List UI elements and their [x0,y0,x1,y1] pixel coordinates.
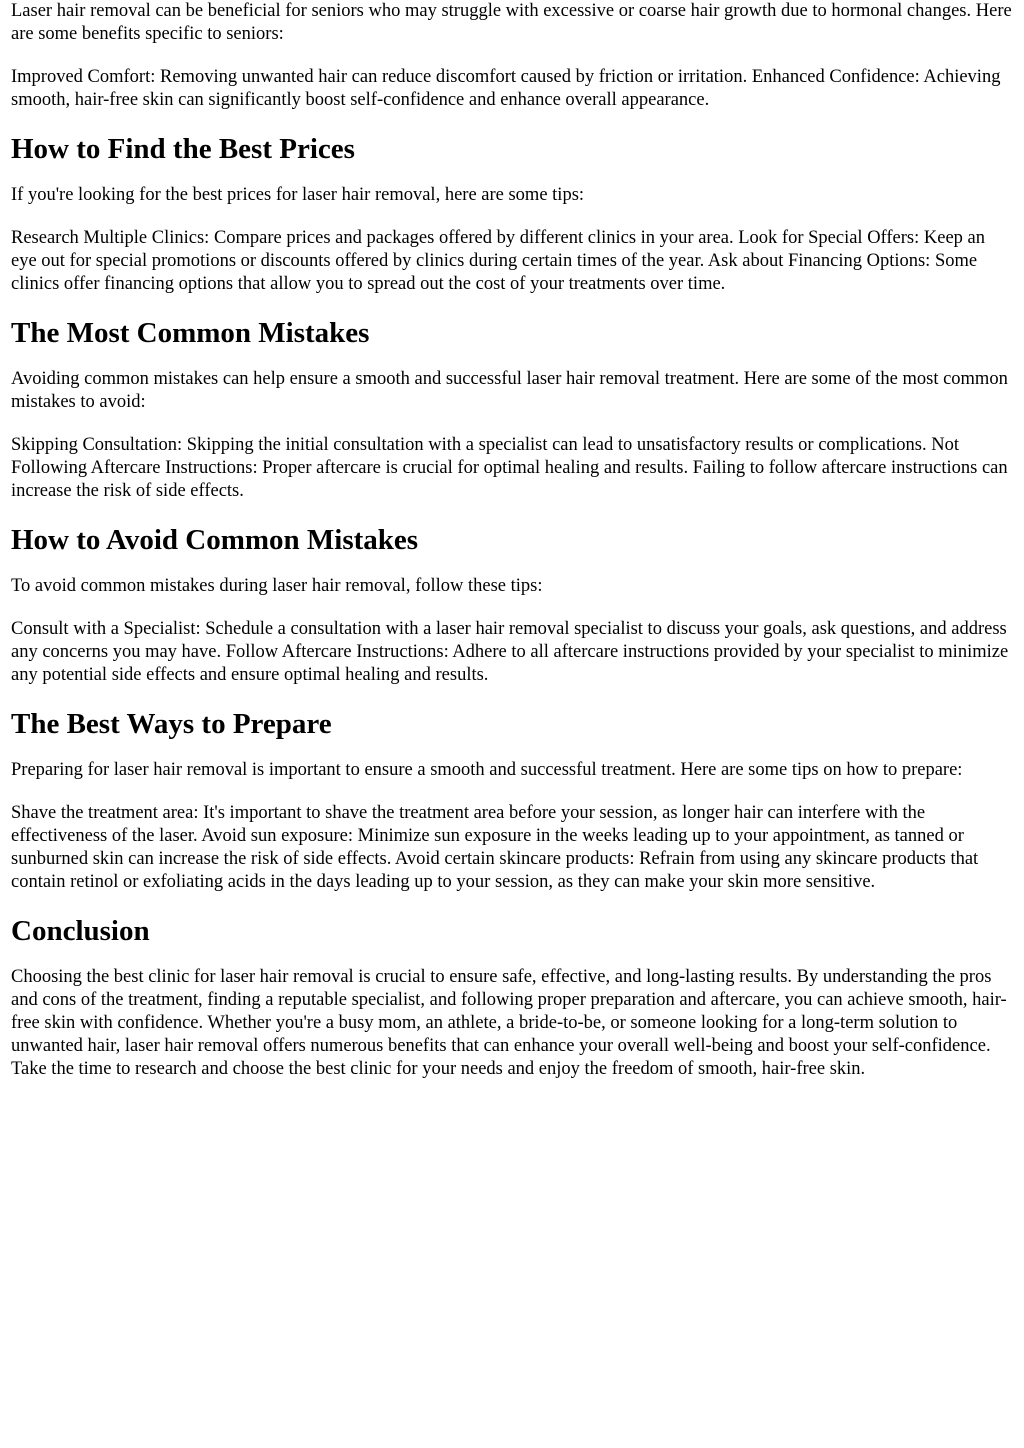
prepare-tips-paragraph: Shave the treatment area: It's important to shave the treatment area before your session, as longer hair can interfere with the effectiveness of the laser. Avoid sun exposure: Minimize sun exposure in the weeks leading up to your appointment, as tanned or sunburned skin can increase the risk of side effects. Avoid certain skincare products: Refrain from using any skincare products that contain retinol or exfoliating acids in the days leading up to your session, as they can make your skin more sensitive. [11,803,979,892]
common-mistakes-intro-paragraph: Avoiding common mistakes can help ensure a smooth and successful laser hair removal treatment. Here are some of the most common mistakes to avoid: [11,369,1008,412]
avoid-mistakes-tips-paragraph: Consult with a Specialist: Schedule a consultation with a laser hair removal specialist to discuss your goals, ask questions, and address any concerns you may have. Follow Aftercare Instructions: Adhere to all aftercare instructions provided by your specialist to minimize any potential side effects and ensure optimal healing and results. [11,619,1009,685]
seniors-benefits-paragraph: Improved Comfort: Removing unwanted hair can reduce discomfort caused by friction or irritation. Enhanced Confidence: Achieving smooth, hair-free skin can significantly boost self-confidence and enhance overall appearance. [11,67,1001,110]
intro-paragraph: Laser hair removal can be beneficial for seniors who may struggle with excessive or coarse hair growth due to hormonal changes. Here are some benefits specific to seniors: [11,1,1012,44]
best-prices-tips-paragraph: Research Multiple Clinics: Compare prices and packages offered by different clinics in your area. Look for Special Offers: Keep an eye out for special promotions or discounts offered by clinics during certain times of the year. Ask about Financing Options: Some clinics offer financing options that allow you to spread out the cost of your treatments over time. [11,228,985,294]
section-heading-prepare: The Best Ways to Prepare [11,708,332,740]
best-prices-intro-paragraph: If you're looking for the best prices for laser hair removal, here are some tips: [11,185,585,205]
section-heading-common-mistakes: The Most Common Mistakes [11,317,370,349]
section-heading-best-prices: How to Find the Best Prices [11,133,355,165]
avoid-mistakes-intro-paragraph: To avoid common mistakes during laser hair removal, follow these tips: [11,576,543,596]
common-mistakes-list-paragraph: Skipping Consultation: Skipping the initial consultation with a specialist can lead to unsatisfactory results or complications. Not Following Aftercare Instructions: Proper aftercare is crucial for optimal healing and results. Failing to follow aftercare instructions can increase the risk of side effects. [11,435,1008,501]
prepare-intro-paragraph: Preparing for laser hair removal is important to ensure a smooth and successful treatment. Here are some tips on how to prepare: [11,760,963,780]
conclusion-paragraph: Choosing the best clinic for laser hair removal is crucial to ensure safe, effective, and long-lasting results. By understanding the pros and cons of the treatment, finding a reputable specialist, and following proper preparation and aftercare, you can achieve smooth, hair-free skin with confidence. Whether you're a busy mom, an athlete, a bride-to-be, or someone looking for a long-term solution to unwanted hair, laser hair removal offers numerous benefits that can enhance your overall well-being and boost your self-confidence. Take the time to research and choose the best clinic for your needs and enjoy the freedom of smooth, hair-free skin. [11,967,1007,1079]
section-heading-conclusion: Conclusion [11,915,150,947]
section-heading-avoid-mistakes: How to Avoid Common Mistakes [11,524,419,556]
